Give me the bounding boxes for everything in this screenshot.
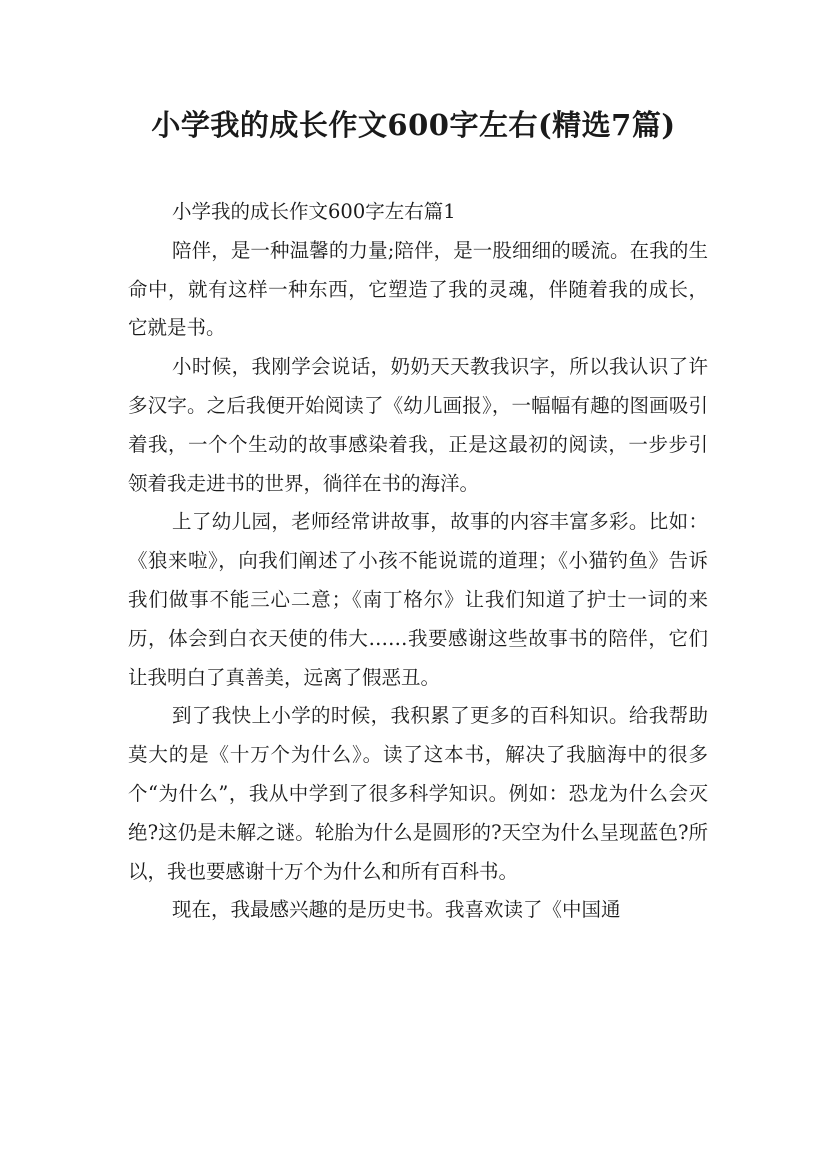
paragraph: 上了幼儿园，老师经常讲故事，故事的内容丰富多彩。比如：《狼来啦》，向我们阐述了小孩不能说谎的道理；《小猫钓鱼》告诉我们做事不能三心二意；《南丁格尔》让我们知道了护士一词的来历，体会到白衣天使的伟大……我要感谢这些故事书的陪伴，它们让我明白了真善美，远离了假恶丑。 bbox=[128, 510, 708, 689]
section-heading: 小学我的成长作文600字左右篇1 bbox=[172, 200, 456, 223]
paragraph: 陪伴，是一种温馨的力量;陪伴，是一股细细的暖流。在我的生命中，就有这样一种东西，它塑造了我的灵魂，伴随着我的成长，它就是书。 bbox=[128, 238, 708, 340]
paragraph: 现在，我最感兴趣的是历史书。我喜欢读了《中国通 bbox=[172, 898, 621, 922]
document-title: 小学我的成长作文600字左右(精选7篇) bbox=[151, 108, 676, 142]
paragraph: 小时候，我刚学会说话，奶奶天天教我识字，所以我认识了许多汉字。之后我便开始阅读了《幼儿画报》，一幅幅有趣的图画吸引着我，一个个生动的故事感染着我，正是这最初的阅读，一步步引领着我走进书的世界，徜徉在书的海洋。 bbox=[128, 355, 708, 495]
document-body bbox=[128, 193, 708, 930]
paragraph: 到了我快上小学的时候，我积累了更多的百科知识。给我帮助莫大的是《十万个为什么》。读了这本书，解决了我脑海中的很多个“为什么”，我从中学到了很多科学知识。例如：恐龙为什么会灭绝?这仍是未解之谜。轮胎为什么是圆形的?天空为什么呈现蓝色?所以，我也要感谢十万个为什么和所有百科书。 bbox=[128, 704, 708, 883]
